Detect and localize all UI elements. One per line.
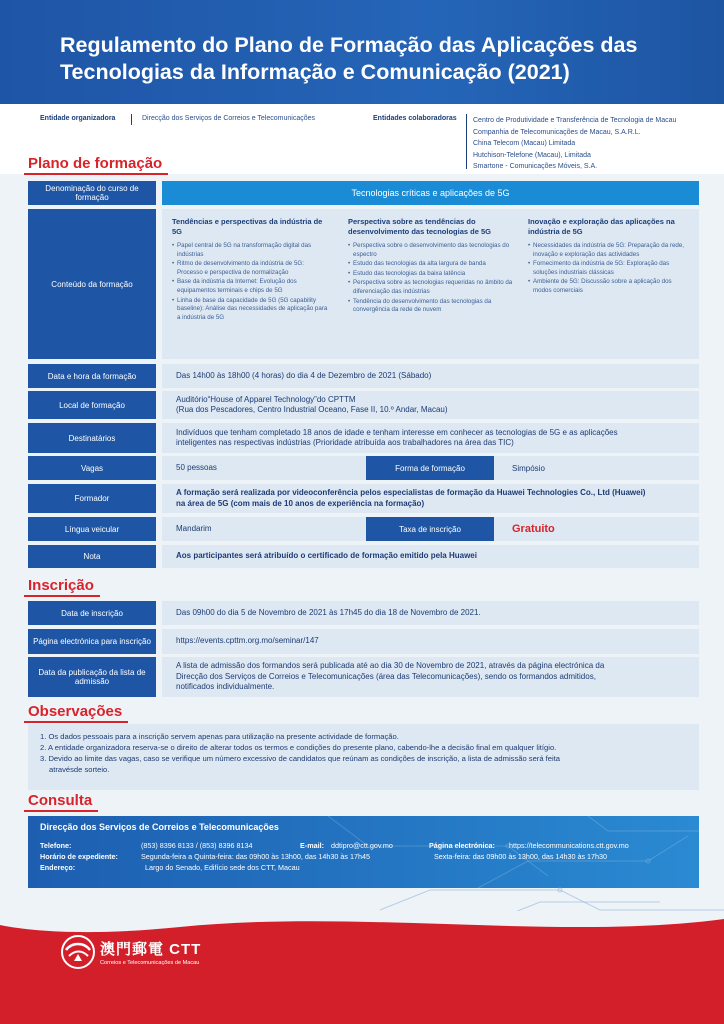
list-item: • Perspectiva sobre o desenvolvimento das tecnologias do espectro: [348, 242, 516, 259]
heading-underline: [24, 810, 98, 812]
place-line: Auditório“House of Apparel Technology”do CPTTM: [176, 394, 356, 404]
publication-label: Data da publicação da lista de admissão: [28, 657, 156, 697]
page-title: Regulamento do Plano de Formação das Aplicações das Tecnologias da Informação e Comunicação (2021): [60, 33, 638, 84]
list-item: • Ritmo de desenvolvimento da indústria de 5G: Processo e perspectiva de normalização: [172, 260, 330, 277]
list-item: • Estudo das tecnologias da alta largura de banda: [348, 260, 516, 269]
logo-subtitle: Correios e Telecomunicações de Macau: [100, 960, 200, 966]
list-item: • Ambiente de 5G: Discussão sobre a aplicação dos modos comerciais: [528, 278, 690, 295]
forma-value: Simpósio: [512, 463, 545, 473]
publication-value: [162, 657, 699, 697]
content-column: [348, 217, 516, 316]
list-item: • Base da indústria da Internet: Evolução dos equipamentos terminais e chips de 5G: [172, 278, 330, 295]
header-banner: [0, 0, 724, 104]
inscricao-page-label: Página electrónica para inscrição: [28, 629, 156, 654]
section-heading-inscricao: [28, 577, 94, 594]
nota-label: Nota: [28, 545, 156, 568]
vagas-value: 50 pessoas: [176, 462, 217, 472]
column-title: Inovação e exploração das aplicações na indústria de 5G: [528, 217, 675, 236]
forma-label: Forma de formação: [366, 456, 494, 480]
collaborator-item: Smartone - Comunicações Móveis, S.A.: [473, 163, 598, 170]
formador-line: A formação será realizada por videoconferência pelos especialistas de formação da Huawei Technologies Co., Ltd (Huawei): [176, 488, 646, 497]
lingua-label: Língua veicular: [28, 517, 156, 541]
date-label: Data e hora da formação: [28, 364, 156, 388]
formador-line: na área de 5G (com mais de 10 anos de experiência na formação): [176, 498, 425, 508]
section-heading-text: Observações: [28, 703, 123, 720]
vagas-label: Vagas: [28, 456, 156, 480]
section-heading-text: Consulta: [28, 792, 93, 809]
list-item: • Necessidades da indústria de 5G: Preparação da rede, inovação e exploração das actividades: [528, 242, 690, 259]
section-heading-observacoes: [28, 703, 122, 720]
target-label: Destinatários: [28, 423, 156, 453]
observation-item: 3. Devido ao limite das vagas, caso se verifique um número excessivo de candidatos que reúnam as condições de inscrição, a lista de admissão será feita: [40, 754, 561, 763]
phone-label: Telefone:: [40, 841, 72, 850]
contact-org: Direcção dos Serviços de Correios e Telecomunicações: [40, 822, 279, 832]
contact-box: [28, 816, 699, 888]
target-line: inteligentes nas respectivas indústrias (Prioridade atribuída aos trabalhadores na área das TIC): [176, 438, 514, 447]
address-label: Endereço:: [40, 863, 76, 872]
publication-line: A lista de admissão dos formandos será publicada até ao dia 30 de Novembro de 2021, através da página electrónica da: [176, 661, 605, 671]
target-value: [162, 423, 699, 453]
list-item: • Tendência do desenvolvimento das tecnologias da convergência da rede de nuvem: [348, 298, 516, 315]
collaborator-item: Companhia de Telecomunicações de Macau, S.A.R.L.: [473, 128, 641, 136]
website-label: Página electrónica:: [429, 841, 495, 850]
collaborators-list: [473, 115, 676, 173]
column-title: Tendências e perspectivas da indústria de 5G: [172, 217, 323, 236]
website-link[interactable]: https://telecommunications.ctt.gov.mo: [509, 841, 629, 850]
phone-value: (853) 8396 8133 / (853) 8396 8134: [141, 841, 253, 850]
taxa-label: Taxa de inscrição: [366, 517, 494, 541]
organizer-label: Entidade organizadora: [40, 115, 116, 122]
observations-box: [28, 724, 699, 790]
hours-label: Horário de expediente:: [40, 852, 118, 861]
observation-item: atravésde sorteio.: [49, 765, 110, 774]
heading-underline: [24, 721, 128, 723]
list-item: • Fornecimento da indústria de 5G: Exploração das soluções industriais clássicas: [528, 260, 690, 277]
list-item: • Papel central de 5G na transformação digital das indústrias: [172, 242, 330, 259]
content-label: Conteúdo da formação: [28, 209, 156, 359]
heading-underline: [24, 595, 100, 597]
formador-value: [162, 484, 699, 513]
column-title: Perspectiva sobre as tendências do desenvolvimento das tecnologias de 5G: [348, 217, 491, 236]
course-label: Denominação do curso de formação: [28, 181, 156, 205]
place-line: (Rua dos Pescadores, Centro Industrial Oceano, Fase II, 10.º Andar, Macau): [176, 405, 448, 414]
section-heading-text: Plano de formação: [28, 155, 163, 172]
course-value: Tecnologias críticas e aplicações de 5G: [162, 181, 699, 205]
collaborator-item: China Telecom (Macau) Limitada: [473, 140, 576, 147]
list-item: • Linha de base da capacidade de 5G (5G capability baseline): Análise das necessidades de aplicação para a indústria de 5G: [172, 297, 330, 323]
content-column: [528, 217, 690, 297]
collaborators-label: Entidades colaboradoras: [373, 115, 457, 122]
observation-item: 1. Os dados pessoais para a inscrição servem apenas para utilização na presente actividade de formação.: [40, 732, 399, 741]
target-line: Indivíduos que tenham completado 18 anos de idade e tenham interesse em conhecer as tecnologias de 5G e as aplicações: [176, 427, 618, 437]
collaborator-item: Centro de Produtividade e Transferência de Tecnologia de Macau: [473, 117, 677, 124]
email-link[interactable]: ddtipro@ctt.gov.mo: [331, 841, 393, 850]
place-value: [162, 391, 699, 419]
logo-brand: 澳門郵電 CTT: [100, 941, 202, 958]
date-value: Das 14h00 às 18h00 (4 horas) do dia 4 de Dezembro de 2021 (Sábado): [162, 364, 699, 388]
publication-line: Direcção dos Serviços de Correios e Telecomunicações (área das Telecomunicações), sendo os formandos admitidos,: [176, 671, 596, 681]
divider: [131, 114, 132, 125]
collaborator-item: Hutchison-Telefone (Macau), Limitada: [473, 151, 591, 159]
publication-line: notificados individualmente.: [176, 682, 275, 692]
section-heading-text: Inscrição: [28, 577, 94, 594]
nota-value: Aos participantes será atribuído o certificado de formação emitido pela Huawei: [162, 545, 699, 568]
section-heading-consulta: [28, 792, 92, 809]
ctt-logo: [60, 934, 210, 984]
content-box: [162, 209, 699, 359]
section-heading-plano: [28, 155, 162, 172]
place-label: Local de formação: [28, 391, 156, 419]
address-value: Largo do Senado, Edifício sede dos CTT, Macau: [145, 863, 300, 872]
heading-underline: [24, 173, 168, 175]
ctt-logo-icon: [60, 934, 96, 970]
organizer-value: Direcção dos Serviços de Correios e Telecomunicações: [142, 115, 316, 122]
inscricao-date-label: Data de inscrição: [28, 601, 156, 625]
taxa-value: Gratuito: [512, 523, 555, 535]
inscricao-date-value: Das 09h00 do dia 5 de Novembro de 2021 às 17h45 do dia 18 de Novembro de 2021.: [162, 601, 699, 625]
formador-label: Formador: [28, 484, 156, 513]
email-label: E-mail:: [300, 841, 324, 850]
hours-value: Sexta-feira: das 09h00 às 13h00, das 14h30 às 17h30: [434, 852, 608, 861]
observation-item: 2. A entidade organizadora reserva-se o direito de alterar todos os termos e condições do presente plano, cabendo-lhe a decisão final em qualquer litígio.: [40, 743, 557, 752]
inscricao-page-link[interactable]: https://events.cpttm.org.mo/seminar/147: [162, 629, 699, 654]
hours-value: Segunda-feira a Quinta-feira: das 09h00 às 13h00, das 14h30 às 17h45: [141, 852, 370, 861]
list-item: • Estudo das tecnologias da baixa latência: [348, 270, 516, 279]
divider: [466, 114, 467, 169]
content-column: [172, 217, 330, 323]
lingua-value: Mandarim: [176, 523, 212, 533]
list-item: • Perspectiva sobre as tecnologias requeridas no âmbito da diferenciação das indústrias: [348, 279, 516, 296]
